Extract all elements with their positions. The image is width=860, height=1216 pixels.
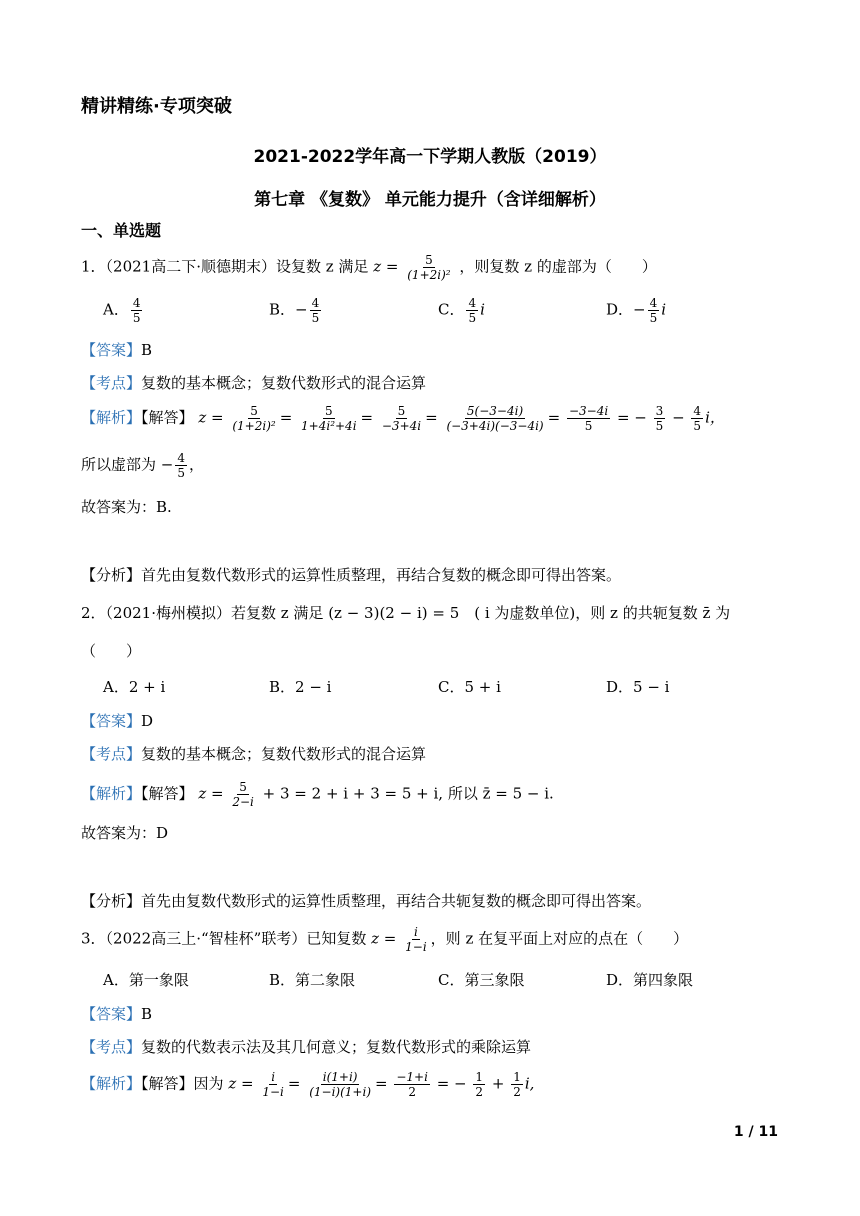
q1-answer: 【答案】B <box>81 341 153 359</box>
q3-option-a: A．第一象限 <box>103 971 189 989</box>
page-number: 1 / 11 <box>733 1124 778 1140</box>
q1-solution: 【解析】【解答】 z = $\frac{5}{\text{(1+2i)²}}$ = $\frac{5}{\text{1+4i²+4i}}$ = $\frac{5}{-3+4i}$ = $\frac{5(-3-4i)}{(-3+4i)(-3-4i)}$ = $\frac{-3-4i}{5}$ = − $\frac{3}{5}$ − $\frac{4}{5}$ i， <box>81 404 725 433</box>
q1-analysis: 【分析】首先由复数代数形式的运算性质整理，再结合复数的概念即可得出答案。 <box>81 566 622 584</box>
q3-point: 【考点】复数的代数表示法及其几何意义；复数代数形式的乘除运算 <box>81 1038 532 1056</box>
q1-option-b: B．− $\frac{4}{5}$ <box>269 296 320 325</box>
q2-stem: 2．（2021·梅州模拟）若复数 z 满足 (z − 3)(2 − i) = 5 ( i 为虚数单位)，则 z 的共轭复数 z̄ 为 <box>81 604 731 622</box>
q1-line2: 所以虚部为 − $\frac{4}{5}$ ， <box>81 451 204 480</box>
q2-analysis: 【分析】首先由复数代数形式的运算性质整理，再结合共轭复数的概念即可得出答案。 <box>81 892 652 910</box>
q2-point: 【考点】复数的基本概念；复数代数形式的混合运算 <box>81 745 427 763</box>
q1-option-c: C． $\frac{4}{5}$ i <box>438 296 485 325</box>
q3-option-b: B．第二象限 <box>269 971 356 989</box>
doc-title: 2021-2022学年高一下学期人教版（2019） <box>253 147 607 167</box>
q2-conclusion: 故答案为：D <box>81 824 169 842</box>
q2-option-a: A．2 + i <box>103 678 166 696</box>
q1-stem: 1．（2021高二下·顺德期末）设复数 z 满足 z = $\frac{5}{\text{(1+2i)²}}$ ，则复数 z 的虚部为（ ） <box>81 253 657 282</box>
q2-stem-cont: （ ） <box>81 642 142 660</box>
q1-conclusion: 故答案为：B. <box>81 498 172 516</box>
q2-option-c: C．5 + i <box>438 678 501 696</box>
q1-option-a: A． $\frac{4}{5}$ <box>103 296 141 325</box>
q2-option-b: B．2 − i <box>269 678 332 696</box>
series-title: 精讲精练·专项突破 <box>81 96 232 117</box>
q2-solution: 【解析】【解答】 z = $\frac{5}{2-i}$ + 3 = 2 + i + 3 = 5 + i, 所以 z̄ = 5 − i. <box>81 780 554 809</box>
q3-stem: 3．（2022高三上·“智桂杯”联考）已知复数 z = $\frac{i}{1-i}$ ，则 z 在复平面上对应的点在（ ） <box>81 925 689 954</box>
q3-option-d: D．第四象限 <box>606 971 694 989</box>
q1-option-d: D．− $\frac{4}{5}$ i <box>606 296 667 325</box>
doc-subtitle: 第七章 《复数》 单元能力提升（含详细解析） <box>254 190 606 210</box>
q2-answer: 【答案】D <box>81 712 154 730</box>
q3-answer: 【答案】B <box>81 1005 153 1023</box>
q1-eq-fraction: $\frac{5}{\text{(1+2i)²}}$ <box>407 253 451 282</box>
q1-point: 【考点】复数的基本概念；复数代数形式的混合运算 <box>81 374 427 392</box>
q3-solution: 【解析】【解答】因为 z = $\frac{i}{1-i}$ = $\frac{i(1+i)}{(1-i)(1+i)}$ = $\frac{-1+i}{2}$ = − $\frac{1}{2}$ + $\frac{1}{2}$ i, <box>81 1070 535 1099</box>
q3-option-c: C．第三象限 <box>438 971 525 989</box>
section-heading: 一、单选题 <box>81 221 162 240</box>
q2-option-d: D．5 − i <box>606 678 670 696</box>
